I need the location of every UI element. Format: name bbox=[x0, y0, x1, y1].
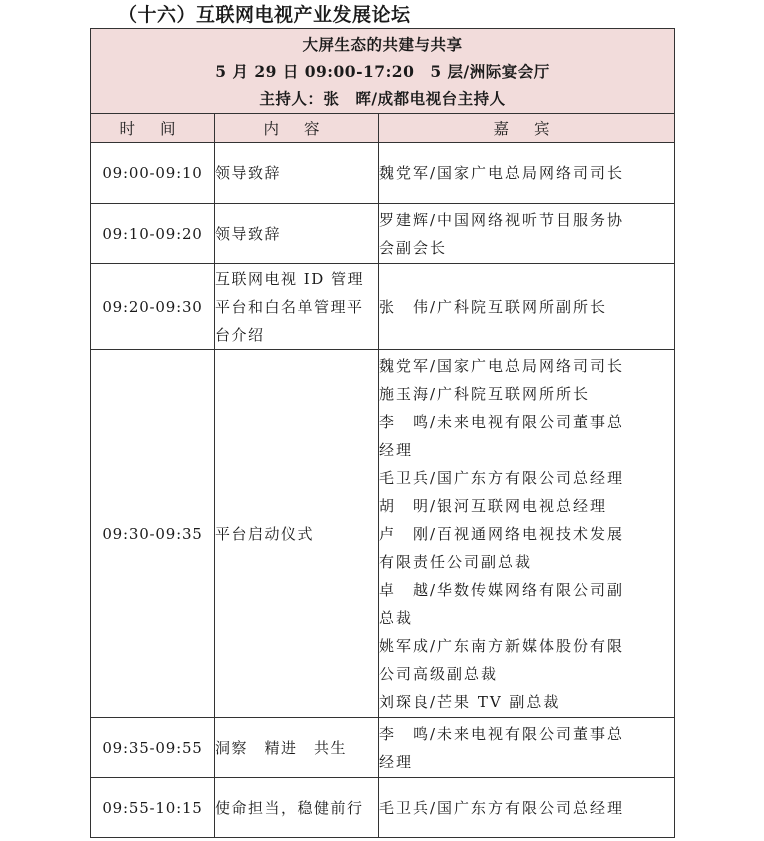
guest-line: 卓 越/华数传媒网络有限公司副 bbox=[379, 580, 625, 599]
forum-host: 主持人：张 晖/成都电视台主持人 bbox=[259, 88, 506, 108]
header-guests: 嘉 宾 bbox=[379, 114, 675, 143]
row-guests bbox=[379, 778, 675, 838]
guest-line: 张 伟/广科院互联网所副所长 bbox=[379, 297, 608, 316]
header-row bbox=[91, 114, 675, 143]
row-content: 洞察 精进 共生 bbox=[215, 718, 379, 778]
row-content: 领导致辞 bbox=[215, 143, 379, 204]
forum-date-venue: 5 月 29 日 09:00-17:20 5 层/洲际宴会厅 bbox=[215, 61, 550, 81]
row-time: 09:00-09:10 bbox=[91, 143, 215, 204]
header-content: 内 容 bbox=[215, 114, 379, 143]
row-content: 使命担当，稳健前行 bbox=[215, 778, 379, 838]
agenda-table bbox=[90, 28, 675, 838]
row-content: 平台启动仪式 bbox=[215, 350, 379, 718]
guest-line: 经理 bbox=[379, 440, 414, 459]
guest-line: 有限责任公司副总裁 bbox=[379, 552, 533, 571]
agenda-row bbox=[91, 778, 675, 838]
row-guests bbox=[379, 143, 675, 204]
row-guests bbox=[379, 204, 675, 264]
section-title: （十六）互联网电视产业发展论坛 bbox=[118, 4, 411, 26]
guest-line: 毛卫兵/国广东方有限公司总经理 bbox=[379, 468, 625, 487]
guest-line: 李 鸣/未来电视有限公司董事总 bbox=[379, 724, 625, 743]
row-time: 09:30-09:35 bbox=[91, 350, 215, 718]
row-guests bbox=[379, 350, 675, 718]
guest-line: 公司高级副总裁 bbox=[379, 664, 499, 683]
forum-banner bbox=[91, 29, 675, 114]
agenda-row bbox=[91, 143, 675, 204]
guest-line: 李 鸣/未来电视有限公司董事总 bbox=[379, 412, 625, 431]
guest-line: 胡 明/银河互联网电视总经理 bbox=[379, 496, 608, 515]
row-guests bbox=[379, 264, 675, 350]
row-time: 09:20-09:30 bbox=[91, 264, 215, 350]
row-time: 09:55-10:15 bbox=[91, 778, 215, 838]
row-guests bbox=[379, 718, 675, 778]
forum-theme: 大屏生态的共建与共享 bbox=[302, 34, 463, 54]
guest-line: 魏党军/国家广电总局网络司司长 bbox=[379, 164, 625, 182]
agenda-row bbox=[91, 350, 675, 718]
guest-line: 姚军成/广东南方新媒体股份有限 bbox=[379, 636, 625, 655]
agenda-row bbox=[91, 264, 675, 350]
guest-line: 罗建辉/中国网络视听节目服务协 bbox=[379, 210, 625, 229]
row-content: 领导致辞 bbox=[215, 204, 379, 264]
row-time: 09:10-09:20 bbox=[91, 204, 215, 264]
agenda-row bbox=[91, 204, 675, 264]
guest-line: 经理 bbox=[379, 752, 414, 771]
guest-line: 卢 刚/百视通网络电视技术发展 bbox=[379, 524, 625, 543]
guest-line: 刘琛良/芒果 TV 副总裁 bbox=[379, 692, 561, 711]
header-time: 时 间 bbox=[91, 114, 215, 143]
guest-line: 会副会长 bbox=[379, 238, 448, 257]
agenda-row bbox=[91, 718, 675, 778]
row-time: 09:35-09:55 bbox=[91, 718, 215, 778]
row-content: 互联网电视 ID 管理平台和白名单管理平台介绍 bbox=[215, 264, 379, 350]
guest-line: 毛卫兵/国广东方有限公司总经理 bbox=[379, 798, 625, 817]
guest-line: 施玉海/广科院互联网所所长 bbox=[379, 384, 591, 403]
guest-line: 魏党军/国家广电总局网络司司长 bbox=[379, 356, 625, 375]
guest-line: 总裁 bbox=[379, 608, 414, 627]
banner-row bbox=[91, 29, 675, 114]
